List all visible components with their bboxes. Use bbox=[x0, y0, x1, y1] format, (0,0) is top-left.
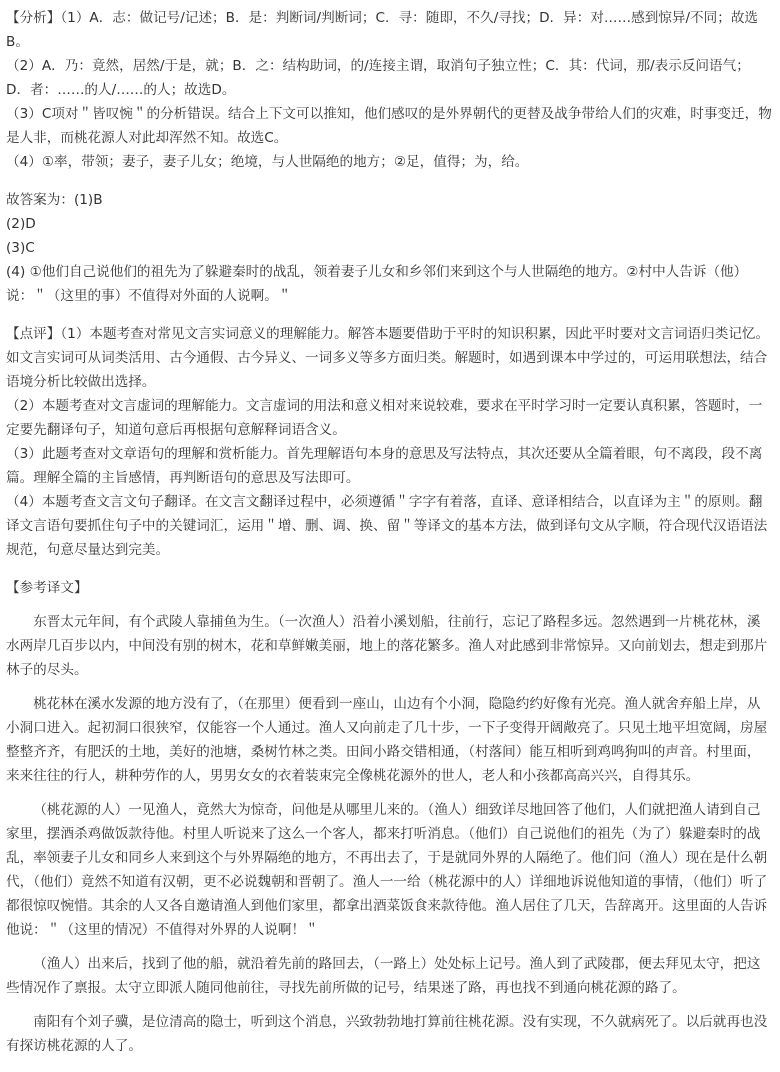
comment-line-1: 【点评】（1）本题考查对常见文言实词意义的理解能力。解答本题要借助于平时的知识积累，因此平时要对文言词语归类记忆。如文言实词可从词类活用、古今通假、古今异义、一词多义等多方面归类。解题时，如遇到课本中学过的，可运用联想法，结合语境分析比较做出选择。 bbox=[6, 326, 770, 390]
comment-line-4: （4）本题考查文言文句子翻译。在文言文翻译过程中，必须遵循＂字字有着落，直译、意译相结合，以直译为主＂的原则。翻译文言语句要抓住句子中的关键词汇，运用＂增、删、调、换、留＂等译文的基本方法，做到译句文从字顺，符合现代汉语语法规范，句意尽量达到完美。 bbox=[6, 494, 768, 558]
translation-paragraph-5: 南阳有个刘子骥，是位清高的隐士，听到这个消息，兴致勃勃地打算前往桃花源。没有实现，不久就病死了。以后就再也没有探访桃花源的人了。 bbox=[6, 1014, 768, 1054]
translation-paragraph-4: （渔人）出来后，找到了他的船，就沿着先前的路回去，（一路上）处处标上记号。渔人到了武陵郡，便去拜见太守，把这些情况作了禀报。太守立即派人随同他前往，寻找先前所做的记号，结果迷了路，再也找不到通向桃花源的路了。 bbox=[6, 956, 761, 996]
translation-section bbox=[6, 576, 772, 1058]
answer-line-1: 故答案为：(1)B bbox=[6, 192, 103, 208]
analysis-line-1: 【分析】（1）A．志：做记号/记述；B．是：判断词/判断词；C．寻：随即，不久/寻找；D．异：对……感到惊异/不同；故选B。 bbox=[6, 10, 759, 50]
answer-line-2: (2)D bbox=[6, 216, 36, 232]
answer-section bbox=[6, 188, 772, 308]
analysis-line-4: （4）①率，带领；妻子，妻子儿女；绝境，与人世隔绝的地方；②足，值得；为，给。 bbox=[6, 154, 529, 170]
analysis-line-2: （2）A．乃：竟然，居然/于是，就；B．之：结构助词，的/连接主谓，取消句子独立性；C．其：代词，那/表示反问语气；D．者：……的人/……的人；故选D。 bbox=[6, 58, 750, 98]
translation-heading: 【参考译文】 bbox=[6, 580, 88, 596]
translation-paragraph-1: 东晋太元年间，有个武陵人靠捕鱼为生。（一次渔人）沿着小溪划船，往前行，忘记了路程多远。忽然遇到一片桃花林，溪水两岸几百步以内，中间没有别的树木，花和草鲜嫩美丽，地上的落花繁多。渔人对此感到非常惊异。又向前划去，想走到那片林子的尽头。 bbox=[6, 614, 768, 678]
answer-line-3: (3)C bbox=[6, 240, 35, 256]
comment-section bbox=[6, 322, 772, 562]
translation-paragraph-2: 桃花林在溪水发源的地方没有了，（在那里）便看到一座山，山边有个小洞，隐隐约约好像有光亮。渔人就舍弃船上岸，从小洞口进入。起初洞口很狭窄，仅能容一个人通过。渔人又向前走了几十步，一下子变得开阔敞亮了。只见土地平坦宽阔，房屋整整齐齐，有肥沃的土地，美好的池塘，桑树竹林之类。田间小路交错相通，（村落间）能互相听到鸡鸣狗叫的声音。村里面，来来往往的行人，耕种劳作的人，男男女女的衣着装束完全像桃花源外的世人，老人和小孩都高高兴兴，自得其乐。 bbox=[6, 696, 768, 784]
comment-line-2: （2）本题考查对文言虚词的理解能力。文言虚词的用法和意义相对来说较难，要求在平时学习时一定要认真积累，答题时，一定要先翻译句子，知道句意后再根据句意解释词语含义。 bbox=[6, 398, 763, 438]
translation-paragraph-3: （桃花源的人）一见渔人，竟然大为惊奇，问他是从哪里儿来的。（渔人）细致详尽地回答了他们，人们就把渔人请到自己家里，摆酒杀鸡做饭款待他。村里人听说来了这么一个客人，都来打听消息。（他们）自己说他们的祖先（为了）躲避秦时的战乱，率领妻子儿女和同乡人来到这个与外界隔绝的地方，不再出去了，于是就同外界的人隔绝了。他们问（渔人）现在是什么朝代，（他们）竟然不知道有汉朝，更不必说魏朝和晋朝了。渔人一一给（桃花源中的人）详细地诉说他知道的事情，（他们）听了都很惊叹惋惜。其余的人又各自邀请渔人到他们家里，都拿出酒菜饭食来款待他。渔人居住了几天，告辞离开。这里面的人告诉他说：＂（这里的情况）不值得对外界的人说啊！＂ bbox=[6, 802, 768, 938]
analysis-line-3: （3）C项对＂皆叹惋＂的分析错误。结合上下文可以推知，他们感叹的是外界朝代的更替及战争带给人们的灾难，时事变迁，物是人非，而桃花源人对此却浑然不知。故选C。 bbox=[6, 106, 772, 146]
analysis-section bbox=[6, 6, 772, 174]
comment-line-3: （3）此题考查对文章语句的理解和赏析能力。首先理解语句本身的意思及写法特点，其次还要从全篇着眼，句不离段，段不离篇。理解全篇的主旨感情，再判断语句的意思及写法即可。 bbox=[6, 446, 763, 486]
answer-line-4: (4) ①他们自己说他们的祖先为了躲避秦时的战乱，领着妻子儿女和乡邻们来到这个与人世隔绝的地方。②村中人告诉（他）说：＂（这里的事）不值得对外面的人说啊。＂ bbox=[6, 264, 748, 304]
